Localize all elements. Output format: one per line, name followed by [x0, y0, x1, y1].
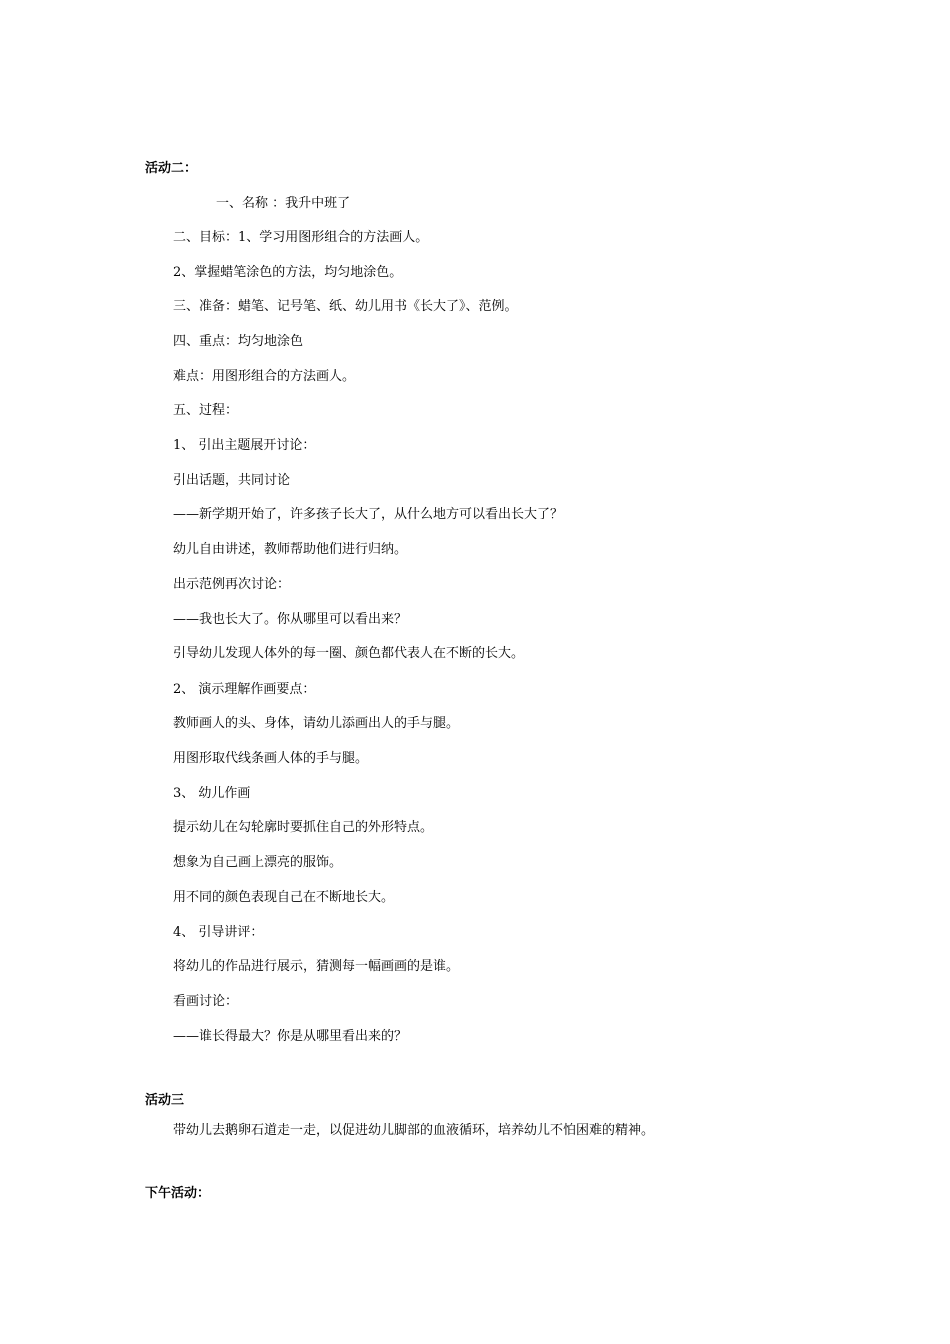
process-step: ——谁长得最大？你是从哪里看出来的？	[173, 1029, 408, 1044]
process-step: 出示范例再次讨论：	[173, 577, 291, 592]
activity3-text: 带幼儿去鹅卵石道走一走，以促进幼儿脚部的血液循环，培养幼儿不怕困难的精神。	[173, 1123, 655, 1138]
process-step: 看画讨论：	[173, 994, 239, 1009]
afternoon-heading: 下午活动：	[145, 1186, 211, 1201]
difficulty-line: 难点：用图形组合的方法画人。	[173, 369, 356, 384]
goal-line-1: 二、目标：1、学习用图形组合的方法画人。	[173, 230, 429, 245]
process-step: 用图形取代线条画人体的手与腿。	[173, 751, 369, 766]
activity2-heading: 活动二：	[145, 161, 198, 176]
process-step: 2、 演示理解作画要点：	[173, 682, 316, 697]
process-step: 用不同的颜色表现自己在不断地长大。	[173, 890, 395, 905]
process-step: 将幼儿的作品进行展示，猜测每一幅画画的是谁。	[173, 959, 460, 974]
goal-line-2: 2、掌握蜡笔涂色的方法，均匀地涂色。	[173, 265, 403, 280]
activity3-heading: 活动三	[145, 1093, 185, 1108]
process-step: ——我也长大了。你从哪里可以看出来？	[173, 612, 408, 627]
process-step: ——新学期开始了，许多孩子长大了，从什么地方可以看出长大了？	[173, 507, 564, 522]
process-title: 五、过程：	[173, 403, 239, 418]
process-step: 引导幼儿发现人体外的每一圈、颜色都代表人在不断的长大。	[173, 646, 525, 661]
process-step: 4、 引导讲评：	[173, 925, 264, 940]
process-step: 幼儿自由讲述，教师帮助他们进行归纳。	[173, 542, 408, 557]
process-step: 引出话题，共同讨论	[173, 473, 291, 488]
process-step: 想象为自己画上漂亮的服饰。	[173, 855, 343, 870]
activity-name-line: 一、名称 ：我升中班了	[216, 196, 351, 211]
process-step: 提示幼儿在勾轮廓时要抓住自己的外形特点。	[173, 820, 434, 835]
process-step: 3、 幼儿作画	[173, 786, 251, 801]
process-step: 教师画人的头、身体，请幼儿添画出人的手与腿。	[173, 716, 460, 731]
preparation-line: 三、准备：蜡笔、记号笔、纸、幼儿用书《长大了》、范例。	[173, 299, 518, 314]
process-step: 1、 引出主题展开讨论：	[173, 438, 316, 453]
key-point-line: 四、重点：均匀地涂色	[173, 334, 304, 349]
